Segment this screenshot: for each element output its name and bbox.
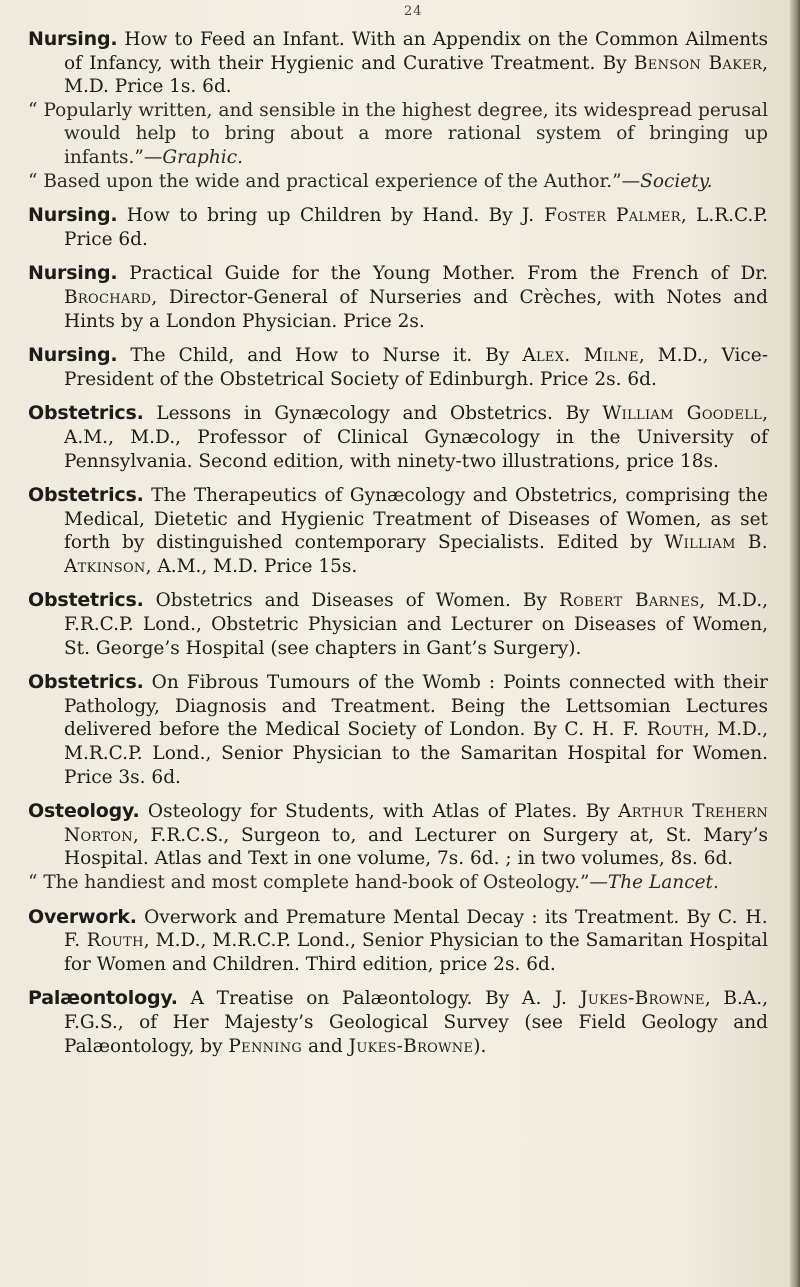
entry-author: C. H. F. Routh xyxy=(64,906,768,952)
entry-description: , M.D. Price 1s. 6d. xyxy=(64,52,768,98)
entry-text xyxy=(28,484,768,578)
entry-text xyxy=(28,204,768,251)
entry-subject: Nursing. xyxy=(28,262,118,285)
entry-subject: Obstetrics. xyxy=(28,402,144,425)
page-spine-edge xyxy=(790,0,800,1287)
entry-description: , M.D., F.R.C.P. Lond., Obstetric Physician and Lecturer on Diseases of Women, St. George’s Hospital (see chapters in Gant’s Surgery). xyxy=(64,590,768,659)
page-number: 24 xyxy=(404,4,423,19)
entry-author: Penning xyxy=(228,1035,303,1057)
catalogue-entry xyxy=(28,800,768,894)
entry-author: C. H. F. Routh xyxy=(564,719,704,741)
entry-text xyxy=(28,589,768,660)
entry-description: Overwork and Premature Mental Decay : its Treatment. By xyxy=(136,906,718,928)
catalogue-entry xyxy=(28,204,768,251)
entry-description: , B.A., F.G.S., of Her Majesty’s Geological Survey (see Field Geology and Palæontology, by xyxy=(64,988,769,1057)
entry-subject: Obstetrics. xyxy=(28,484,144,507)
entry-description: , A.M., M.D., Professor of Clinical Gynæcology in the University of Pennsylvania. Second edition, with ninety-two illustrations, price 18s. xyxy=(64,403,769,472)
quote-source: Graphic. xyxy=(162,146,243,168)
entry-author: Arthur Trehern Norton xyxy=(64,801,769,846)
entry-author: Benson Baker xyxy=(633,52,763,74)
entry-description: , L.R.C.P. Price 6d. xyxy=(64,205,768,250)
entry-author: Robert Barnes xyxy=(558,590,700,612)
entry-description: Osteology for Students, with Atlas of Plates. By xyxy=(139,801,619,823)
entry-subject: Nursing. xyxy=(28,204,118,227)
entry-text xyxy=(28,344,768,391)
catalogue-listing xyxy=(28,28,768,1069)
quote-text: “ Popularly written, and sensible in the highest degree, its widespread perusal would help to bring about a more rational system of bringing up infants.”— xyxy=(28,99,768,168)
catalogue-entry xyxy=(28,344,768,391)
entry-description: and xyxy=(302,1035,349,1057)
entry-text xyxy=(28,262,768,333)
catalogue-entry xyxy=(28,987,768,1058)
entry-subject: Nursing. xyxy=(28,28,118,50)
entry-description: A Treatise on Palæontology. By xyxy=(177,988,522,1010)
entry-description: , F.R.C.S., Surgeon to, and Lecturer on Surgery at, St. Mary’s Hospital. Atlas and Text in one volume, 7s. 6d. ; in two volumes, 8s. 6d. xyxy=(64,824,768,870)
entry-description: ). xyxy=(473,1035,487,1057)
review-quote xyxy=(28,871,768,895)
catalogue-entry xyxy=(28,262,768,333)
entry-author: Brochard xyxy=(64,286,152,308)
entry-subject: Overwork. xyxy=(28,905,137,928)
quote-text: “ The handiest and most complete hand-book of Osteology.”— xyxy=(28,872,608,893)
entry-text xyxy=(28,800,768,871)
review-quote xyxy=(28,170,768,194)
entry-description: , M.D., M.R.C.P. Lond., Senior Physician to the Samaritan Hospital for Women and Children. Third edition, price 2s. 6d. xyxy=(64,930,769,975)
catalogue-entry xyxy=(28,906,768,977)
entry-text xyxy=(28,987,768,1058)
catalogue-entry xyxy=(28,402,768,473)
entry-description: , M.D., M.R.C.P. Lond., Senior Physician to the Samaritan Hospital for Women. Price 3s. 6d. xyxy=(64,719,768,788)
entry-description: , A.M., M.D. Price 15s. xyxy=(145,555,358,577)
catalogue-entry xyxy=(28,671,768,789)
entry-text xyxy=(28,28,768,99)
entry-subject: Obstetrics. xyxy=(28,589,144,612)
entry-subject: Nursing. xyxy=(28,344,118,367)
catalogue-entry xyxy=(28,484,768,578)
entry-subject: Palæontology. xyxy=(28,987,178,1010)
quote-source: The Lancet. xyxy=(607,872,719,893)
entry-text xyxy=(28,906,768,977)
entry-description: , Director-General of Nurseries and Crèches, with Notes and Hints by a London Physician. Price 2s. xyxy=(64,286,768,332)
entry-description: The Therapeutics of Gynæcology and Obstetrics, comprising the Medical, Dietetic and Hygienic Treatment of Diseases of Women, as set forth by distinguished contemporary Specialists. Edited by xyxy=(64,485,768,554)
entry-subject: Obstetrics. xyxy=(28,671,144,694)
catalogue-entry xyxy=(28,589,768,660)
entry-text xyxy=(28,402,768,473)
entry-description: On Fibrous Tumours of the Womb : Points connected with their Pathology, Diagnosis and Treatment. Being the Lettsomian Lectures delivered before the Medical Society of London. By xyxy=(64,672,768,741)
entry-description: Lessons in Gynæcology and Obstetrics. By xyxy=(143,403,603,425)
entry-description: Practical Guide for the Young Mother. From the French of Dr. xyxy=(117,263,768,285)
quote-text: “ Based upon the wide and practical experience of the Author.”— xyxy=(28,170,641,192)
entry-author: Jukes-Browne xyxy=(348,1035,474,1057)
entry-author: Alex. Milne xyxy=(522,345,639,367)
entry-author: J. Foster Palmer xyxy=(522,205,681,227)
entry-description: The Child, and How to Nurse it. By xyxy=(117,345,523,367)
entry-description: How to Feed an Infant. With an Appendix on the Common Ailments of Infancy, with their Hygienic and Curative Treatment. By xyxy=(64,29,768,74)
entry-description: How to bring up Children by Hand. By xyxy=(117,205,523,227)
catalogue-entry xyxy=(28,28,768,193)
review-quote xyxy=(28,99,768,170)
entry-author: William Goodell xyxy=(602,403,763,425)
entry-description: Obstetrics and Diseases of Women. By xyxy=(143,590,559,612)
entry-author: William B. Atkinson xyxy=(64,532,768,577)
quote-source: Society. xyxy=(640,170,713,192)
entry-description: , M.D., Vice-President of the Obstetrical Society of Edinburgh. Price 2s. 6d. xyxy=(64,345,768,390)
entry-author: A. J. Jukes-Browne xyxy=(521,988,705,1010)
entry-subject: Osteology. xyxy=(28,800,140,823)
entry-text xyxy=(28,671,768,789)
